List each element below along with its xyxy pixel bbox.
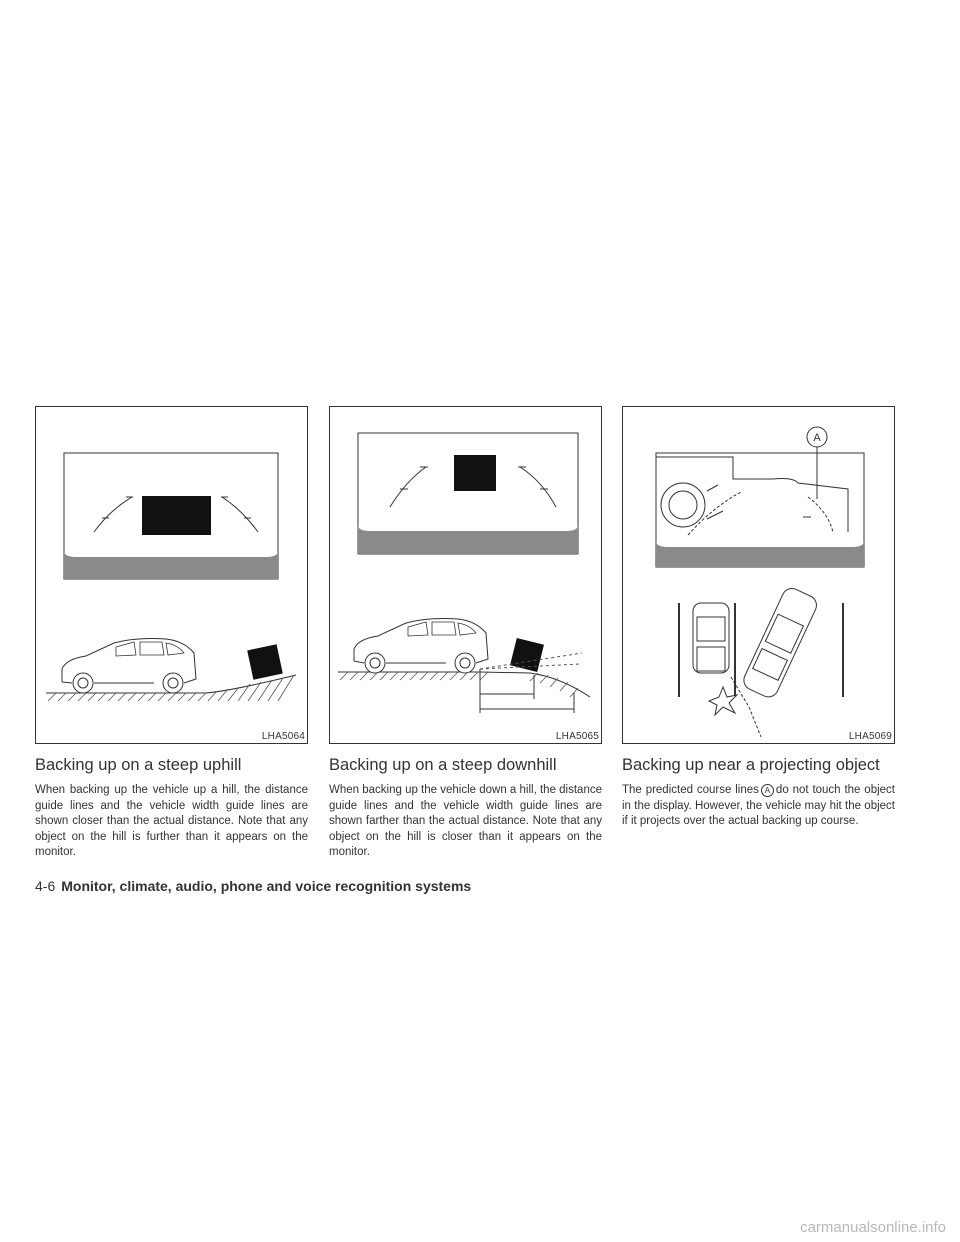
- section-body: [622, 783, 895, 830]
- section-body: When backing up the vehicle down a hill, the distance guide lines and the vehicle width guide lines are shown farther than the actual distance. Note that any object on the hill is closer than it appears on the monitor.: [329, 784, 602, 858]
- watermark: carmanualsonline.info: [800, 1219, 946, 1236]
- page-footer: [35, 878, 471, 894]
- figure-projecting-object: [622, 406, 895, 744]
- body-text-before: The predicted course lines: [622, 784, 759, 796]
- section-heading: Backing up near a projecting object: [622, 756, 880, 774]
- section-uphill: [35, 406, 308, 861]
- figure-code: LHA5069: [848, 731, 892, 742]
- figure-downhill: [329, 406, 602, 744]
- marker-a-label: A: [813, 432, 821, 444]
- projecting-object-illustration: [623, 407, 894, 743]
- figure-code: LHA5064: [261, 731, 305, 742]
- section-heading: Backing up on a steep uphill: [35, 756, 242, 774]
- footer-section-title: Monitor, climate, audio, phone and voice recognition systems: [61, 878, 472, 894]
- figure-uphill: [35, 406, 308, 744]
- page-number: 4-6: [35, 878, 56, 894]
- uphill-illustration: [36, 407, 307, 743]
- section-projecting-object: [622, 406, 895, 830]
- section-downhill: [329, 406, 602, 861]
- section-body: When backing up the vehicle up a hill, the distance guide lines and the vehicle width guide lines are shown closer than the actual distance. Note that any object on the hill is further than it appears on the monitor.: [35, 784, 308, 858]
- downhill-illustration: [330, 407, 601, 743]
- figure-code: LHA5065: [555, 731, 599, 742]
- marker-a-icon: A: [761, 784, 774, 797]
- section-heading: Backing up on a steep downhill: [329, 756, 557, 774]
- body-text-after: do not touch the object in the display. However, the vehicle may hit the object if it projects over the actual backing up course.: [622, 784, 895, 827]
